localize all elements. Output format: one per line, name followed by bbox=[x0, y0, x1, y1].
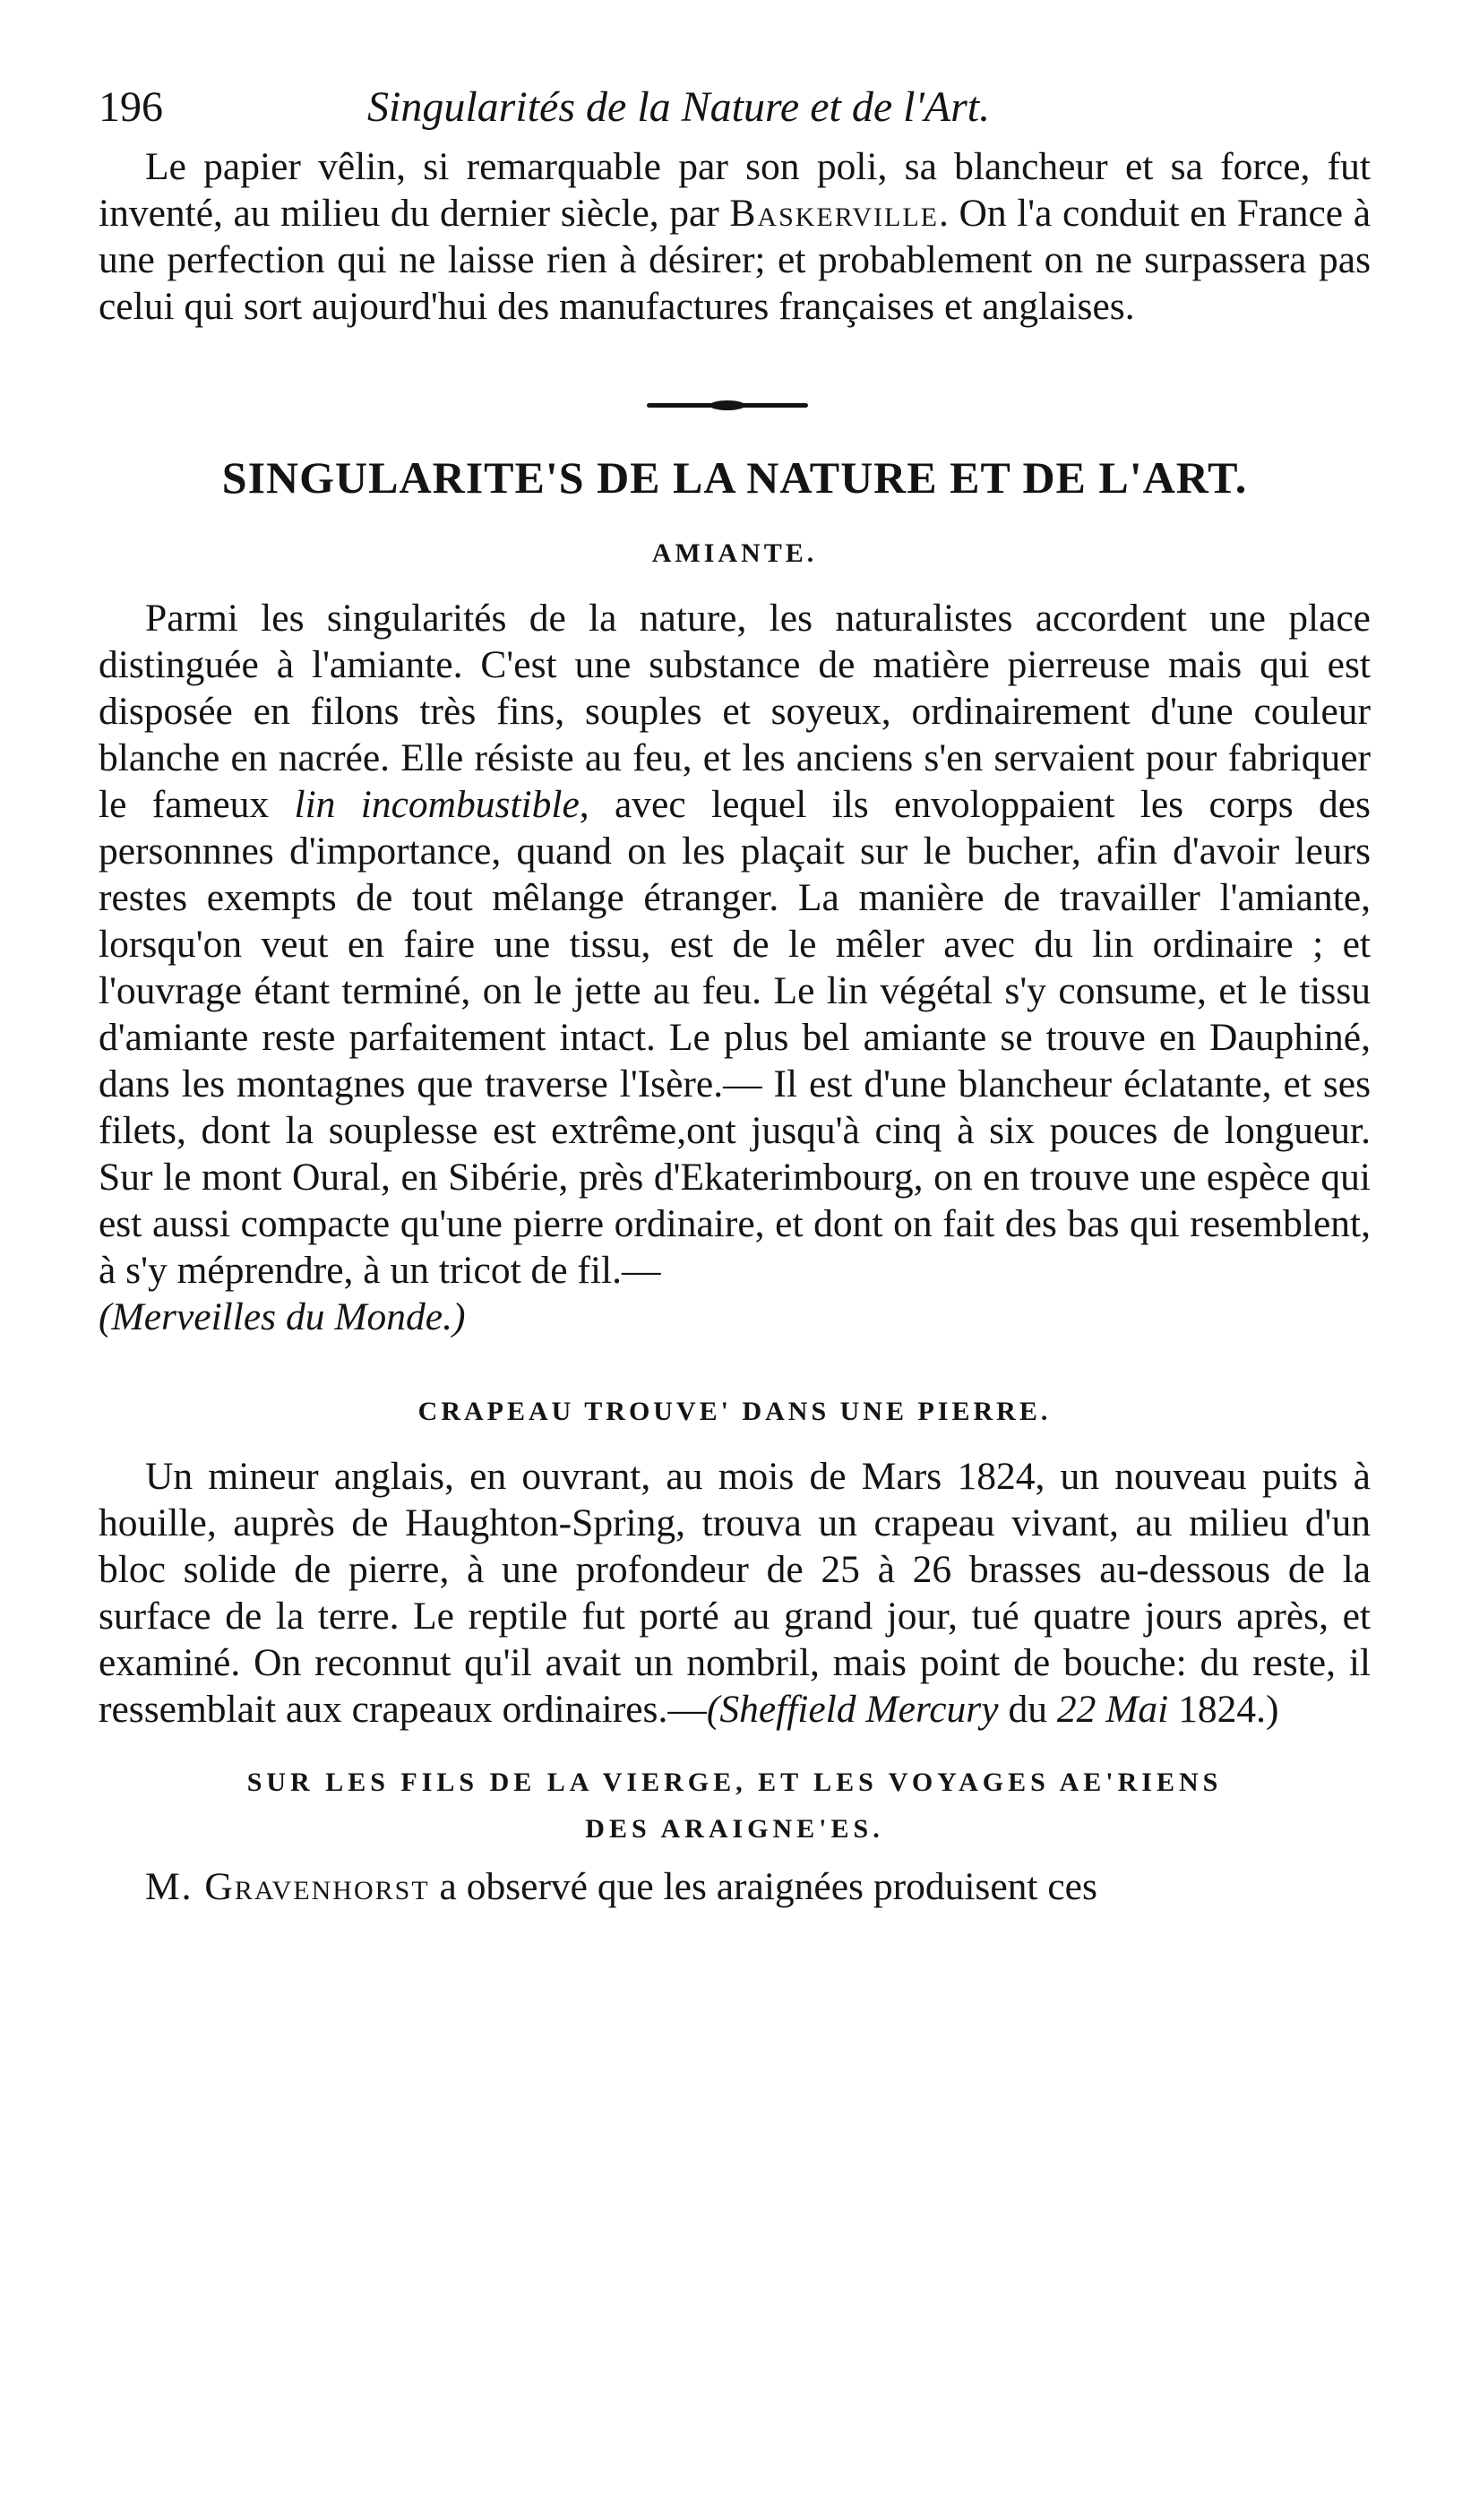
main-title: SINGULARITE'S DE LA NATURE ET DE L'ART. bbox=[221, 452, 1248, 503]
fils-text: a observé que les araignées produisent ces bbox=[429, 1865, 1097, 1908]
intro-name: Baskerville bbox=[729, 192, 939, 235]
crapeau-text: Un mineur anglais, en ouvrant, au mois de Mars 1824, un nouveau puits à houille, auprès de Haughton-Spring, trouva un crapeau vivant, au milieu d'un bloc solide de pierre, à une profondeur de 25 à 26 brasses au-dessous de la surface de la terre. Le reptile fut porté au grand jour, tué quatre jours après, et examiné. On reconnut qu'il avait un nombril, mais point de bouche: du reste, il ressemblait aux crapeaux ordinaires.— bbox=[99, 1455, 1371, 1731]
fils-name: M. Gravenhorst bbox=[145, 1865, 430, 1908]
amiante-paragraph bbox=[99, 595, 1371, 1340]
running-head bbox=[99, 72, 1371, 143]
crapeau-source-date: 22 Mai bbox=[1056, 1688, 1169, 1731]
intro-text-2: . On l'a conduit en France à une perfection qui ne laisse rien à désirer; et probablement on ne surpassera pas celui qui sort aujourd'hui des manufactures françaises et anglaises. bbox=[99, 192, 1372, 328]
fils-title-line-1: SUR LES FILS DE LA VIERGE, ET LES VOYAGES AE'RIENS bbox=[246, 1767, 1223, 1797]
running-title: Singularités de la Nature et de l'Art. bbox=[367, 83, 991, 131]
section-title-amiante: AMIANTE. bbox=[651, 538, 818, 568]
crapeau-source-year: 1824.) bbox=[1168, 1688, 1279, 1731]
intro-text-1: Le papier vêlin, si remarquable par son poli, sa blancheur et sa force, fut inventé, au milieu du dernier siècle, par bbox=[99, 145, 1371, 235]
section-title-fils bbox=[99, 1759, 1371, 1853]
amiante-italic-term: lin incombustible bbox=[294, 783, 580, 826]
section-title-crapeau: CRAPEAU TROUVE' DANS UNE PIERRE. bbox=[417, 1397, 1052, 1426]
section-divider bbox=[99, 330, 1371, 437]
intro-paragraph bbox=[99, 143, 1371, 330]
amiante-source: (Merveilles du Monde.) bbox=[99, 1295, 466, 1338]
divider-ornament bbox=[647, 403, 808, 408]
page-number: 196 bbox=[99, 83, 163, 131]
fils-title-line-2: DES ARAIGNE'ES. bbox=[585, 1814, 884, 1844]
book-page bbox=[99, 72, 1371, 1910]
crapeau-source-title: (Sheffield Mercury bbox=[706, 1688, 999, 1731]
amiante-text-2: , avec lequel ils envoloppaient les corps des personnnes d'importance, quand on les plaçait sur le bucher, afin d'avoir leurs restes exempts de tout mêlange étranger. La manière de travailler l'amiante, lorsqu'on veut en faire une tissu, est de le mêler avec du lin ordinaire ; et l'ouvrage étant terminé, on le jette au feu. Le lin végétal s'y consume, et le tissu d'amiante reste parfaitement intact. Le plus bel amiante se trouve en Dauphiné, dans les montagnes que traverse l'Isère.— Il est d'une blancheur éclatante, et ses filets, dont la souplesse est extrême,ont jusqu'à cinq à six pouces de longueur. Sur le mont Oural, en Sibérie, près d'Ekaterimbourg, on en trouve une espèce qui est aussi compacte qu'une pierre ordinaire, et dont on fait des bas qui resemblent, à s'y méprendre, à un tricot de fil.— bbox=[99, 783, 1371, 1292]
amiante-text-1: Parmi les singularités de la nature, les naturalistes accordent une place distinguée à l'amiante. C'est une substance de matière pierreuse mais qui est disposée en filons très fins, souples et soyeux, ordinairement d'une couleur blanche en nacrée. Elle résiste au feu, et les anciens s'en servaient pour fabriquer le fameux bbox=[99, 597, 1371, 826]
crapeau-paragraph bbox=[99, 1453, 1371, 1733]
fils-paragraph bbox=[99, 1863, 1371, 1910]
crapeau-source-du: du bbox=[998, 1688, 1057, 1731]
